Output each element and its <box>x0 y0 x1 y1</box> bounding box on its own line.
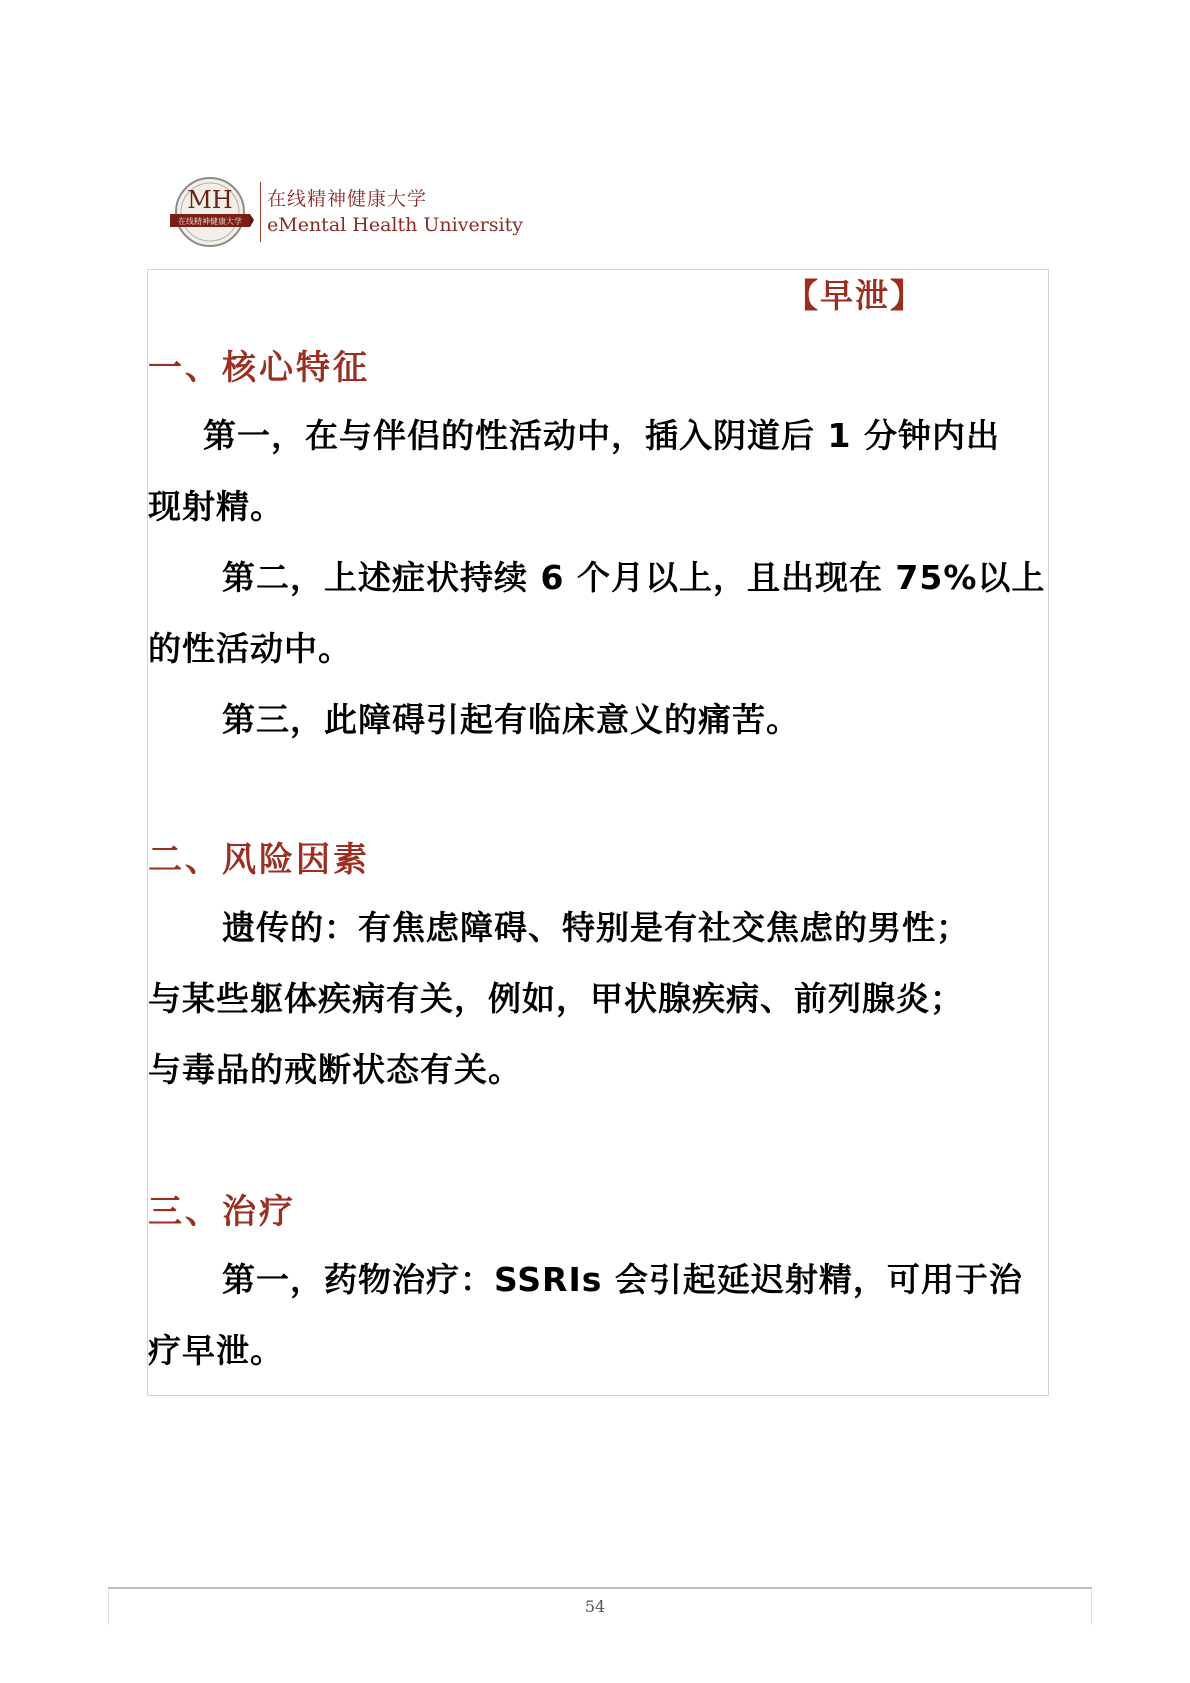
text-line: 第一，药物治疗：SSRIs 会引起延迟射精，可用于治 <box>222 1260 1023 1299</box>
university-name-en: eMental Health University <box>267 214 523 236</box>
header <box>170 172 523 252</box>
text-line: 第三，此障碍引起有临床意义的痛苦。 <box>222 700 800 739</box>
section-body-core-features <box>148 400 1050 755</box>
text-line: 与某些躯体疾病有关，例如，甲状腺疾病、前列腺炎； <box>148 979 964 1018</box>
section-body-risk-factors <box>148 892 1050 1105</box>
page-number: 54 <box>584 1597 606 1616</box>
document-title: 【早泄】 <box>785 276 925 315</box>
header-text <box>267 186 523 238</box>
section-heading-treatment: 三、治疗 <box>148 1192 296 1232</box>
text-line: 疗早泄。 <box>148 1331 284 1370</box>
section-heading-risk-factors: 二、风险因素 <box>148 840 370 880</box>
section-heading-core-features: 一、核心特征 <box>148 348 370 388</box>
text-line: 的性活动中。 <box>148 629 352 668</box>
header-divider <box>260 182 261 242</box>
section-body-treatment <box>148 1244 1050 1386</box>
university-logo <box>170 174 256 250</box>
text-line: 与毒品的戒断状态有关。 <box>148 1050 522 1089</box>
text-line: 第一，在与伴侣的性活动中，插入阴道后 1 分钟内出 <box>203 416 1000 455</box>
university-name-cn: 在线精神健康大学 <box>267 188 428 210</box>
text-line: 遗传的：有焦虑障碍、特别是有社交焦虑的男性； <box>222 908 970 947</box>
seal-ribbon-text: 在线精神健康大学 <box>178 217 242 226</box>
text-line: 第二，上述症状持续 6 个月以上，且出现在 75%以上 <box>222 558 1046 597</box>
text-line: 现射精。 <box>148 487 284 526</box>
seal-text: MH <box>187 186 233 214</box>
